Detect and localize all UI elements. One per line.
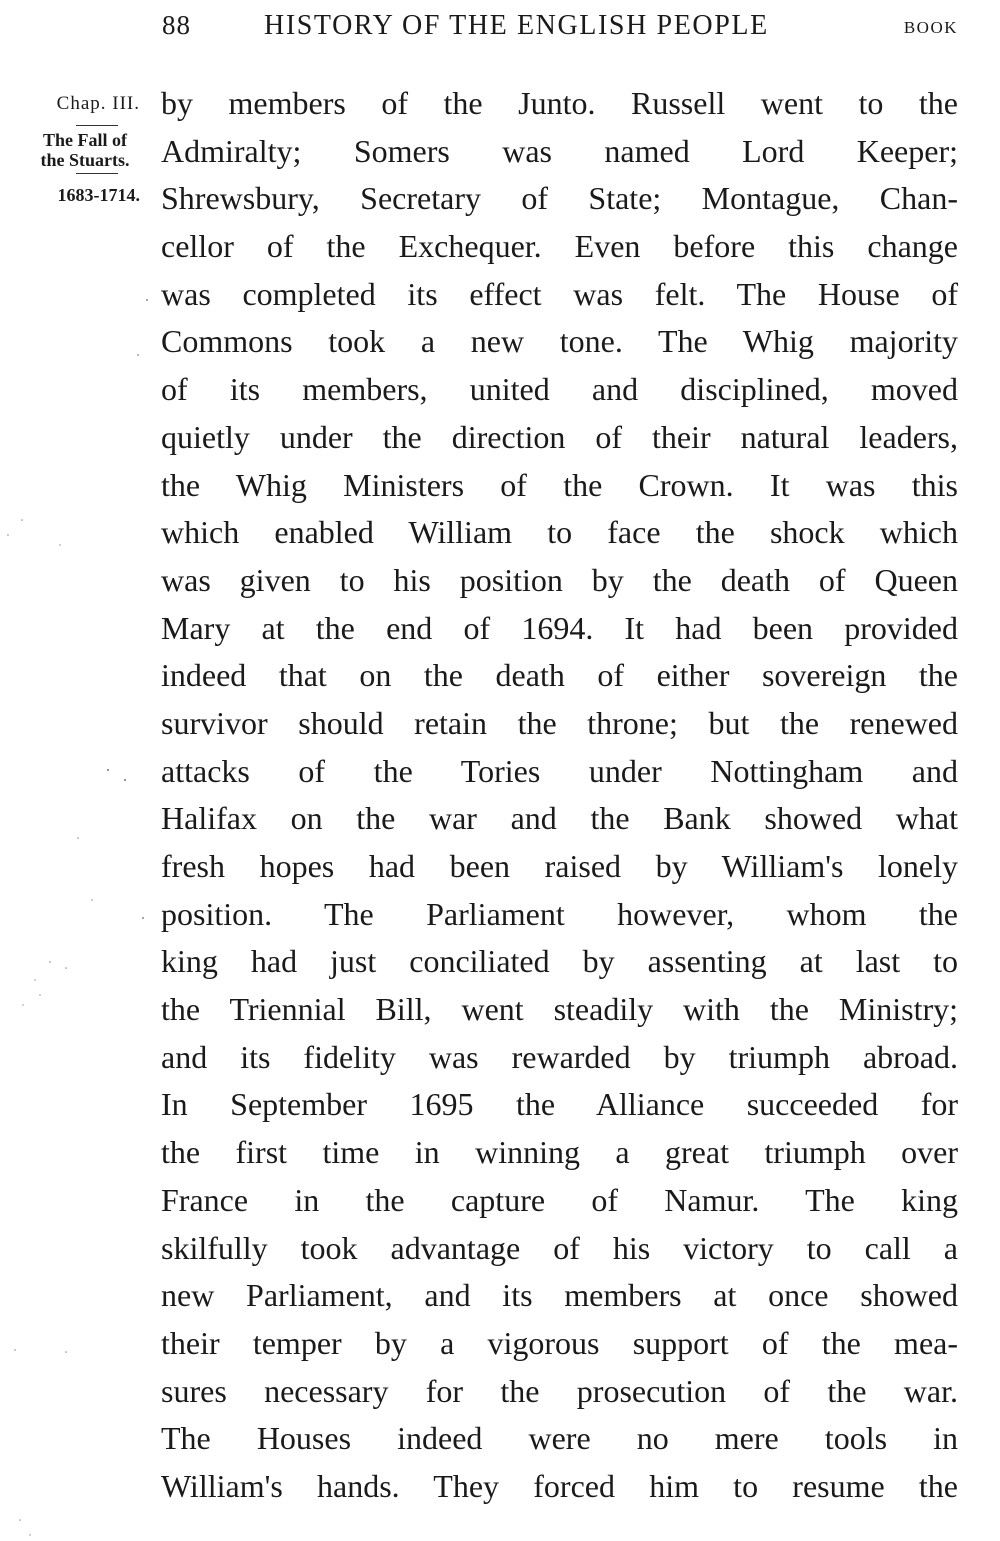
running-head bbox=[160, 10, 960, 50]
margin-specks bbox=[0, 0, 160, 1541]
text-line: Admiralty; Somers was named Lord Keeper; bbox=[161, 132, 958, 169]
text-line: new Parliament, and its members at once showed bbox=[161, 1277, 958, 1314]
text-line: skilfully took advantage of his victory to call a bbox=[161, 1229, 958, 1266]
text-line: William's hands. They forced him to resume the bbox=[161, 1467, 958, 1504]
text-line: the first time in winning a great triumph over bbox=[161, 1134, 958, 1171]
text-line: their temper by a vigorous support of the mea- bbox=[161, 1324, 958, 1361]
text-line: was completed its effect was felt. The House of bbox=[161, 275, 958, 312]
text-line: Mary at the end of 1694. It had been provided bbox=[161, 609, 958, 646]
chapter-label: Chap. III. bbox=[56, 93, 140, 114]
text-line: of its members, united and disciplined, moved bbox=[161, 371, 958, 408]
date-range: 1683-1714. bbox=[57, 185, 140, 205]
running-title: HISTORY OF THE ENGLISH PEOPLE bbox=[264, 10, 769, 41]
margin-rule bbox=[76, 125, 118, 126]
text-line: was given to his position by the death of Queen bbox=[161, 561, 958, 598]
text-line: France in the capture of Namur. The king bbox=[161, 1181, 958, 1218]
text-line: the Whig Ministers of the Crown. It was this bbox=[161, 466, 958, 503]
text-line: Commons took a new tone. The Whig majority bbox=[161, 323, 958, 360]
text-line: Shrewsbury, Secretary of State; Montague, Chan- bbox=[161, 180, 958, 217]
margin-rule bbox=[76, 173, 118, 174]
body-text bbox=[161, 80, 958, 1511]
text-line: position. The Parliament however, whom the bbox=[161, 895, 958, 932]
text-line: by members of the Junto. Russell went to the bbox=[161, 85, 958, 121]
text-line: the Triennial Bill, went steadily with the Ministry; bbox=[161, 991, 958, 1028]
text-line: and its fidelity was rewarded by triumph abroad. bbox=[161, 1038, 958, 1075]
text-line: The Houses indeed were no mere tools in bbox=[161, 1420, 958, 1457]
text-line: fresh hopes had been raised by William's lonely bbox=[161, 848, 958, 884]
text-line: attacks of the Tories under Nottingham and bbox=[161, 752, 958, 789]
margin-notes bbox=[10, 86, 140, 212]
text-line: cellor of the Exchequer. Even before this change bbox=[161, 228, 958, 265]
text-line: which enabled William to face the shock which bbox=[161, 514, 958, 551]
section-label: The Fall of the Stuarts. bbox=[40, 130, 130, 170]
text-line: quietly under the direction of their natural leaders, bbox=[161, 418, 958, 455]
book-label: BOOK bbox=[903, 18, 958, 37]
text-line: Halifax on the war and the Bank showed what bbox=[161, 800, 958, 837]
page-number: 88 bbox=[162, 10, 191, 40]
text-line: sures necessary for the prosecution of the war. bbox=[161, 1372, 958, 1409]
text-line: king had just conciliated by assenting at last to bbox=[161, 943, 958, 980]
text-line: indeed that on the death of either sovereign the bbox=[161, 657, 958, 694]
text-line: survivor should retain the throne; but the renewed bbox=[161, 704, 958, 741]
text-line: In September 1695 the Alliance succeeded for bbox=[161, 1086, 958, 1123]
